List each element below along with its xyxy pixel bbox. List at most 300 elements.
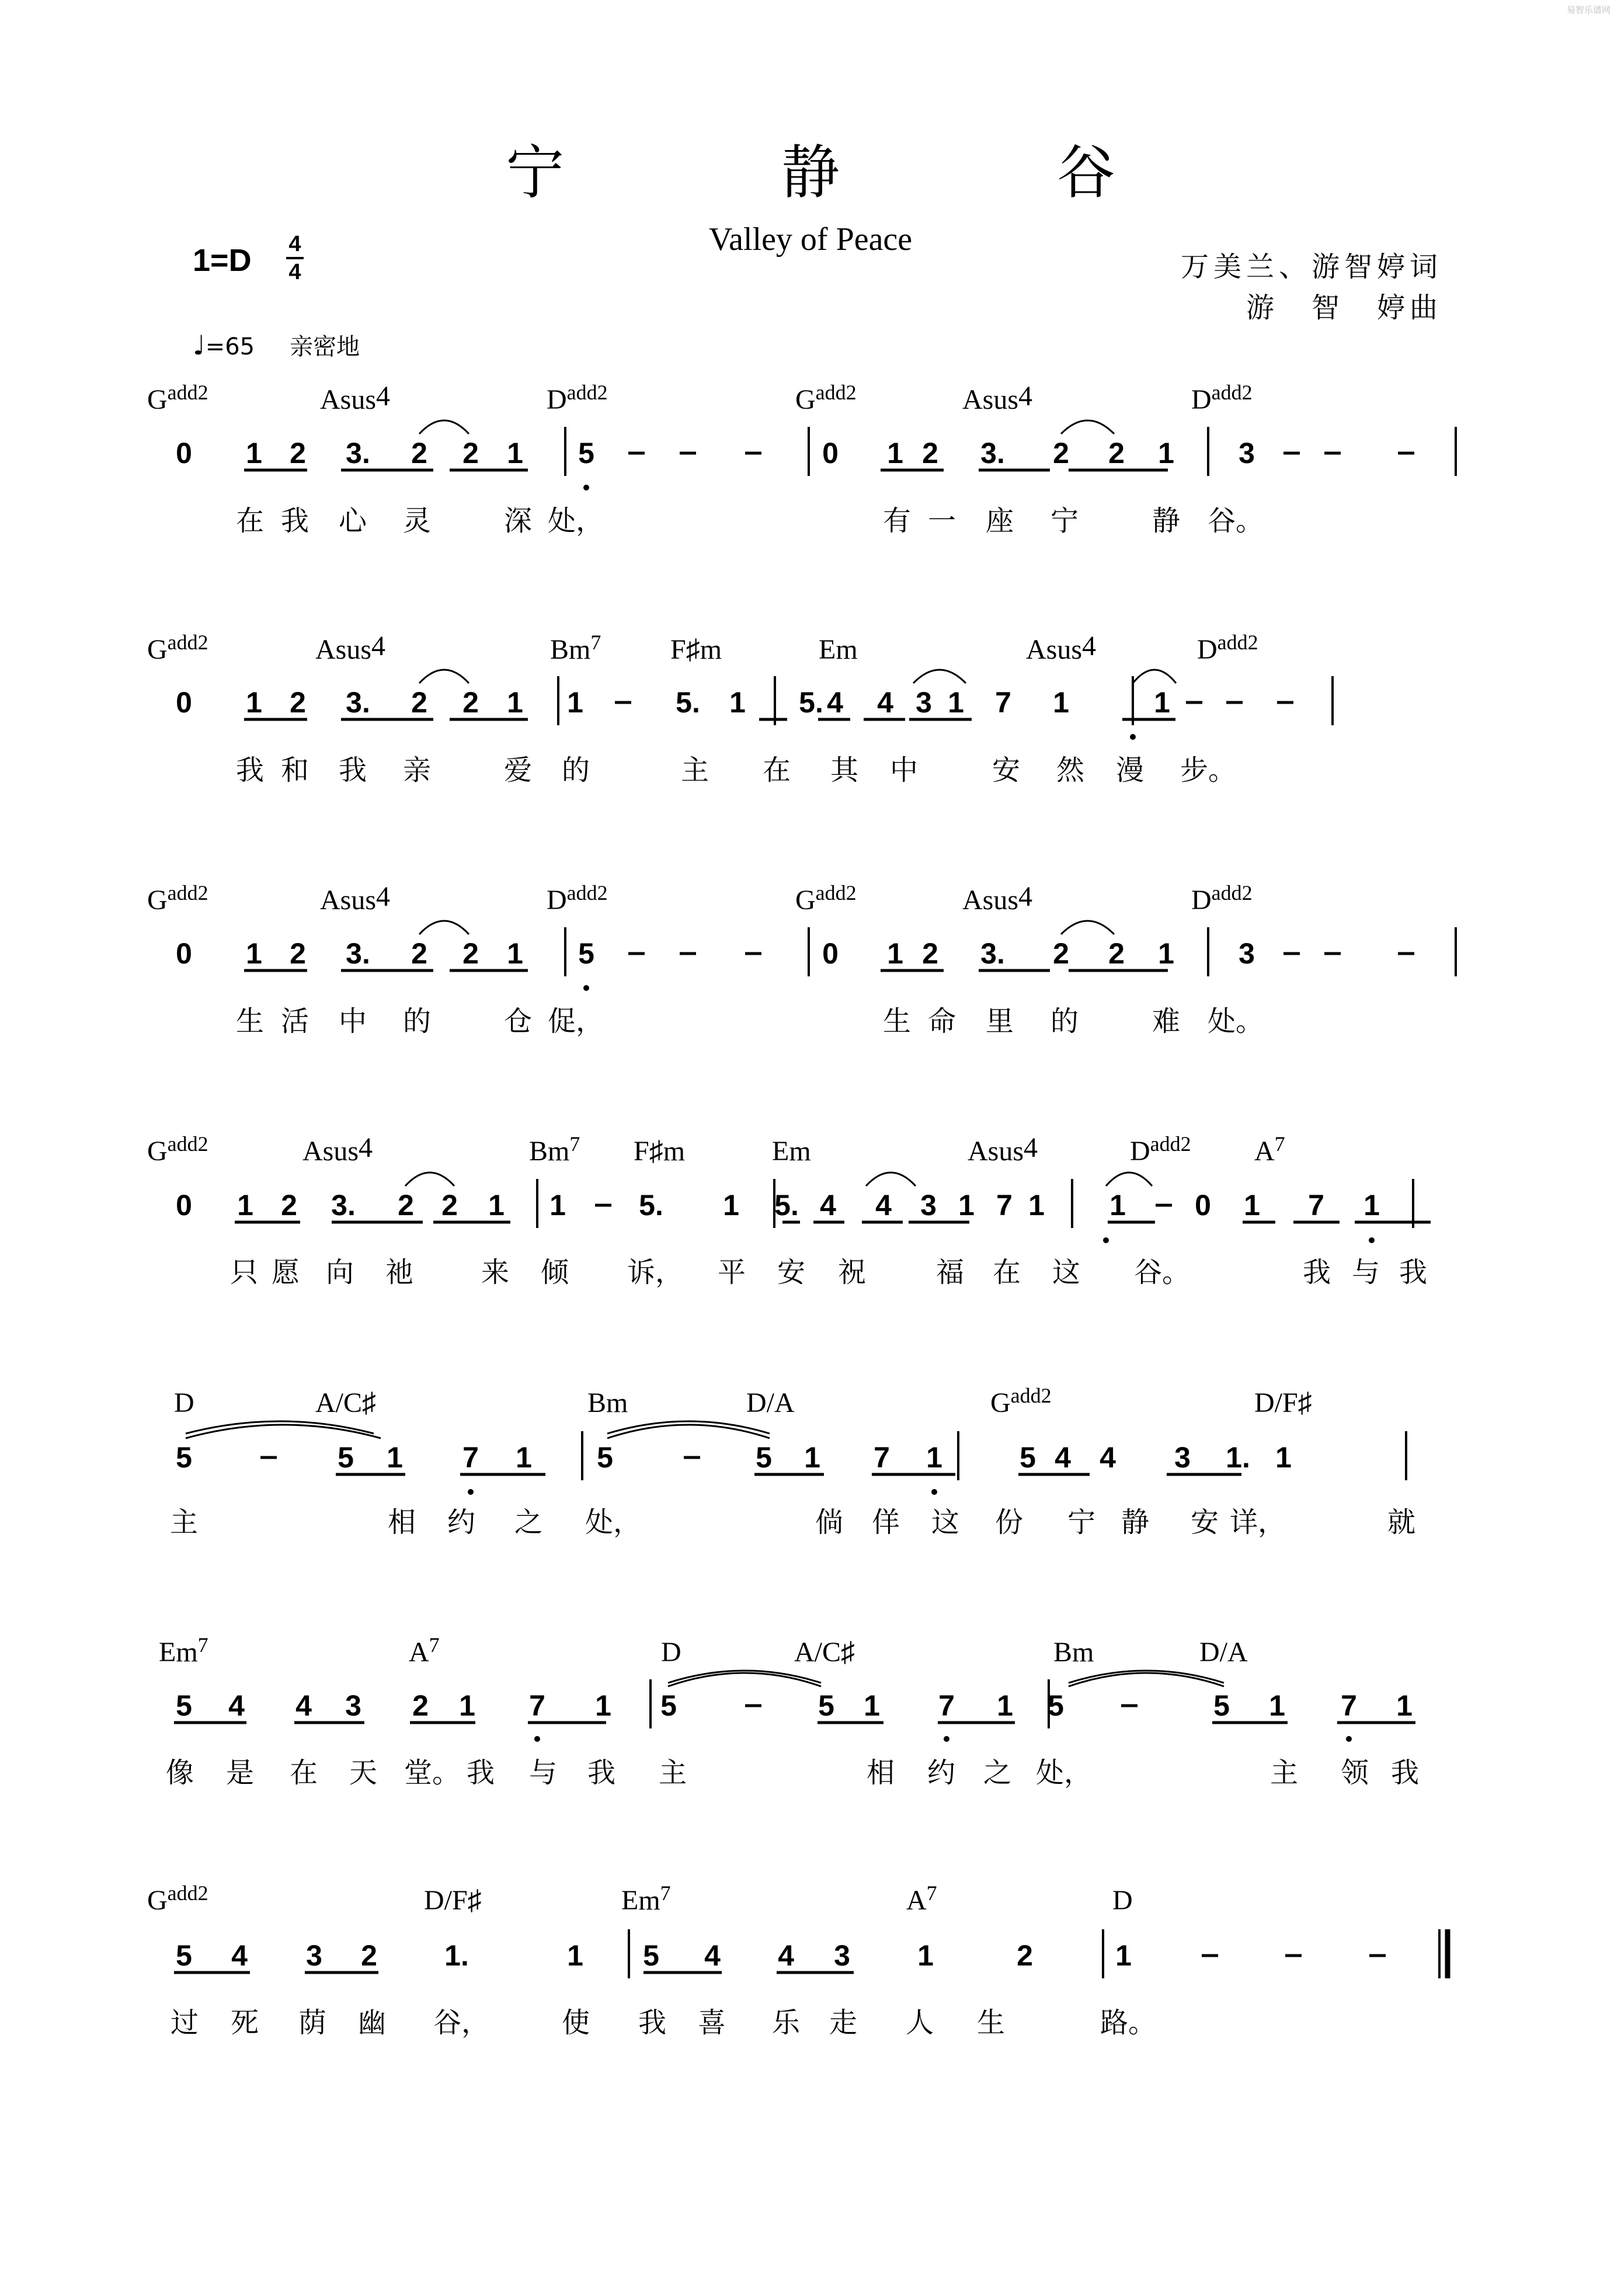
tie-slur [1133, 670, 1176, 683]
lyric-syllable: 祂 [385, 1256, 414, 1289]
note-number: 1 [887, 937, 903, 970]
note-number: 1 [723, 1189, 739, 1222]
note-number: 2 [462, 437, 479, 469]
lyric-syllable: 路。 [1100, 2006, 1157, 2039]
note-number: 1 [567, 686, 583, 719]
lyric-syllable: 座 [985, 505, 1014, 537]
note-number: 3 [920, 1189, 937, 1222]
lyric-syllable: 诉， [627, 1256, 684, 1289]
lyric-syllable: 和 [280, 754, 309, 787]
lyric-syllable: 这 [931, 1506, 960, 1539]
note-number: 3. [980, 437, 1005, 469]
chord-symbol: Em$^7$ [621, 1881, 671, 1916]
note-number: 4 [875, 1189, 892, 1222]
chord-symbol: $G^{add2}$ [795, 381, 857, 415]
chord-symbol: D [174, 1387, 194, 1418]
lyric-syllable: 谷。 [1207, 505, 1264, 537]
lyric-syllable: 乐 [771, 2006, 801, 2039]
chord-symbol: $G^{add2}$ [795, 881, 857, 916]
lyric-syllable: 谷， [433, 2006, 490, 2039]
lyric-syllable: 来 [481, 1256, 510, 1289]
note-number: 7 [938, 1689, 955, 1722]
lyric-syllable: 倘 [815, 1506, 844, 1539]
note-number: 0 [176, 437, 192, 469]
note-number: 1. [444, 1939, 469, 1972]
tie-slur [419, 420, 469, 434]
lyric-syllable: 领 [1340, 1756, 1369, 1789]
note-number: 3. [346, 937, 370, 970]
note-number: 1 [459, 1689, 475, 1722]
lyric-syllable: 中 [338, 1005, 367, 1038]
lyric-syllable: 份 [994, 1506, 1024, 1539]
lyric-syllable: 在 [992, 1256, 1021, 1289]
tie-slur [419, 670, 469, 683]
note-number: 5 [1048, 1689, 1064, 1722]
note-number: 3 [916, 686, 932, 719]
note-number: 2 [1053, 937, 1069, 970]
note-number: 4 [820, 1189, 836, 1222]
note-number: 1 [1154, 686, 1170, 719]
lyric-syllable: 约 [447, 1506, 476, 1539]
note-number: 1 [948, 686, 964, 719]
chord-symbol: A/C♯ [315, 1387, 377, 1418]
tempo-marking [193, 328, 360, 361]
note-number: 1 [917, 1939, 934, 1972]
note-number: 1 [516, 1441, 532, 1474]
song-title: 宁 静 谷 [506, 138, 1215, 207]
note-number: 7 [1308, 1189, 1324, 1222]
chord-symbol: F♯m [634, 1136, 686, 1167]
lyric-syllable: 活 [280, 1005, 309, 1038]
note-number: 4 [231, 1939, 248, 1972]
note-number: 1 [246, 937, 262, 970]
note-number: 3 [1239, 937, 1255, 970]
low-octave-dot [534, 1736, 540, 1742]
low-octave-dot [1130, 734, 1136, 740]
chord-symbol: Asus4 [968, 1132, 1038, 1167]
lyric-syllable: 中 [889, 754, 919, 787]
note-number: 5 [756, 1441, 772, 1474]
note-number: 4 [877, 686, 893, 719]
note-number: 4 [1055, 1441, 1071, 1474]
note-number: 0 [176, 937, 192, 970]
chord-symbol: $G^{add2}$ [147, 381, 208, 415]
expression-marking: 亲密地 [290, 333, 360, 360]
low-octave-dot [944, 1736, 949, 1742]
note-number: 2 [922, 937, 938, 970]
lyric-syllable: 处。 [1207, 1005, 1264, 1038]
note-number: 1 [549, 1189, 566, 1222]
low-octave-dot [468, 1489, 474, 1495]
lyric-syllable: 静 [1121, 1506, 1150, 1539]
chord-symbol: D/A [1199, 1637, 1248, 1668]
note-number: 5 [578, 437, 594, 469]
chord-symbol: A/C♯ [794, 1637, 855, 1668]
staff-system [147, 1881, 1448, 2039]
note-number: 5. [799, 686, 823, 719]
lyric-syllable: 相 [866, 1756, 895, 1789]
note-number: 1 [1028, 1189, 1045, 1222]
staff-system [159, 1633, 1419, 1789]
note-number: 0 [176, 686, 192, 719]
lyric-syllable: 在 [235, 505, 265, 537]
lyric-syllable: 主 [658, 1756, 687, 1789]
tempo-bpm: =65 [205, 333, 255, 360]
lyric-syllable: 天 [349, 1756, 378, 1789]
note-number: 5 [176, 1441, 192, 1474]
note-number: 1 [1275, 1441, 1292, 1474]
low-octave-dot [583, 485, 589, 490]
lyric-syllable: 主 [169, 1506, 199, 1539]
lyric-syllable: 然 [1056, 754, 1085, 787]
lyric-syllable: 命 [927, 1005, 956, 1038]
note-number: 1 [1109, 1189, 1126, 1222]
lyric-syllable: 像 [165, 1756, 194, 1789]
note-number: 1 [926, 1441, 942, 1474]
lyric-syllable: 里 [985, 1005, 1014, 1038]
chord-symbol: Asus4 [315, 631, 386, 665]
note-number: 1 [864, 1689, 880, 1722]
note-number: 3. [980, 937, 1005, 970]
note-number: 1 [804, 1441, 820, 1474]
note-number: 4 [228, 1689, 245, 1722]
lyric-syllable: 幽 [357, 2006, 387, 2039]
note-number: 1 [507, 437, 523, 469]
lyric-syllable: 相 [387, 1506, 416, 1539]
note-number: 3 [1239, 437, 1255, 469]
low-octave-dot [1346, 1736, 1352, 1742]
low-octave-dot [583, 985, 589, 991]
note-number: 3 [345, 1689, 361, 1722]
note-number: 5 [338, 1441, 354, 1474]
note-number: 2 [290, 937, 306, 970]
watermark: 易智乐谱网 [1566, 5, 1610, 15]
lyricist-credit: 万美兰、游智婷词 [1180, 251, 1442, 283]
low-octave-dot [931, 1489, 937, 1495]
chord-symbol: $D^{add2}$ [1130, 1132, 1191, 1167]
chord-symbol: Asus4 [302, 1132, 373, 1167]
lyric-syllable: 漫 [1115, 754, 1145, 787]
chord-symbol: $G^{add2}$ [147, 631, 208, 665]
note-number: 1 [488, 1189, 505, 1222]
note-number: 2 [411, 686, 427, 719]
lyric-syllable: 一 [927, 505, 956, 537]
lyric-syllable: 堂。 [403, 1756, 461, 1789]
note-number: 5 [1020, 1441, 1036, 1474]
note-number: 3. [346, 437, 370, 469]
lyric-syllable: 处， [585, 1506, 642, 1539]
lyric-syllable: 谷。 [1133, 1256, 1191, 1289]
note-number: 1 [237, 1189, 253, 1222]
note-number: 3 [834, 1939, 850, 1972]
lyric-syllable: 我 [466, 1756, 495, 1789]
chord-symbol: Asus4 [962, 881, 1033, 916]
chord-symbol: Em [819, 634, 858, 665]
chord-symbol: D/F♯ [424, 1885, 482, 1916]
lyric-syllable: 的 [1050, 1005, 1079, 1038]
note-number: 5 [660, 1689, 677, 1722]
note-number: 2 [412, 1689, 429, 1722]
chord-symbol: Em [772, 1136, 811, 1167]
note-number: 7 [996, 1189, 1013, 1222]
lyric-syllable: 人 [905, 2006, 934, 2039]
staff-system [170, 1384, 1415, 1539]
lyric-syllable: 我 [280, 505, 309, 537]
lyric-syllable: 在 [762, 754, 791, 787]
note-number: 2 [398, 1189, 414, 1222]
quarter-note-icon: ♩ [193, 329, 206, 361]
lyric-syllable: 福 [935, 1256, 965, 1289]
lyric-syllable: 灵 [402, 505, 432, 537]
lyric-syllable: 生 [976, 2006, 1006, 2039]
lyric-syllable: 静 [1152, 505, 1181, 537]
chord-symbol: $A^7$ [906, 1881, 937, 1916]
note-number: 1 [958, 1189, 975, 1222]
lyric-syllable: 这 [1052, 1256, 1081, 1289]
chord-symbol: Asus4 [320, 881, 391, 916]
chord-symbol: $G^{add2}$ [147, 881, 208, 916]
time-signature-bottom: 4 [288, 260, 301, 284]
tie-slur [668, 1673, 821, 1686]
lyric-syllable: 步。 [1180, 754, 1237, 787]
note-number: 1 [1269, 1689, 1285, 1722]
note-number: 5 [597, 1441, 613, 1474]
note-number: 2 [1108, 437, 1125, 469]
note-number: 4 [827, 686, 843, 719]
lyric-syllable: 死 [230, 2006, 259, 2039]
note-number: 4 [778, 1939, 794, 1972]
lyric-syllable: 我 [1302, 1256, 1331, 1289]
lyric-syllable: 安 [1190, 1506, 1219, 1539]
note-number: 1 [1363, 1189, 1380, 1222]
tie-slur [913, 670, 966, 683]
note-number: 4 [1100, 1441, 1116, 1474]
lyric-syllable: 向 [325, 1256, 354, 1289]
lyric-syllable: 我 [1399, 1256, 1428, 1289]
note-number: 7 [874, 1441, 890, 1474]
tie-slur [1061, 921, 1114, 934]
chord-symbol: $A^7$ [409, 1633, 440, 1668]
note-number: 2 [462, 937, 479, 970]
lyric-syllable: 仓 [503, 1005, 533, 1038]
lyric-syllable: 荫 [298, 2006, 327, 2039]
note-number: 1 [1158, 437, 1174, 469]
note-number: 2 [1053, 437, 1069, 469]
chord-symbol: $D^{add2}$ [547, 381, 608, 415]
low-octave-dot [1103, 1237, 1109, 1243]
note-number: 0 [822, 937, 839, 970]
staff-system [147, 881, 1456, 1038]
chord-symbol: Asus4 [1026, 631, 1097, 665]
lyric-syllable: 与 [528, 1756, 558, 1789]
chord-symbol: Bm$^7$ [550, 631, 601, 665]
lyric-syllable: 我 [338, 754, 367, 787]
note-number: 1 [567, 1939, 583, 1972]
lyric-syllable: 有 [882, 505, 912, 537]
lyric-syllable: 宁 [1050, 505, 1079, 537]
note-number: 1. [1226, 1441, 1250, 1474]
note-number: 1 [507, 937, 523, 970]
note-number: 0 [176, 1189, 192, 1222]
lyric-syllable: 生 [882, 1005, 912, 1038]
note-number: 2 [411, 437, 427, 469]
tie-slur [1061, 420, 1114, 434]
note-number: 7 [529, 1689, 545, 1722]
note-number: 5 [643, 1939, 659, 1972]
chord-symbol: Bm$^7$ [529, 1132, 580, 1167]
note-number: 5. [774, 1189, 799, 1222]
lyric-syllable: 详， [1229, 1506, 1286, 1539]
tie-slur [866, 1173, 916, 1186]
note-number: 1 [729, 686, 746, 719]
note-number: 5 [176, 1939, 192, 1972]
lyric-syllable: 只 [229, 1256, 259, 1289]
note-number: 2 [1017, 1939, 1033, 1972]
lyric-syllable: 就 [1387, 1506, 1416, 1539]
note-number: 1 [246, 686, 262, 719]
lyric-syllable: 喜 [697, 2006, 726, 2039]
chord-symbol: $G^{add2}$ [147, 1881, 208, 1916]
lyric-syllable: 祝 [837, 1256, 867, 1289]
note-number: 5 [176, 1689, 192, 1722]
lyric-syllable: 难 [1152, 1005, 1181, 1038]
staff-system [147, 381, 1456, 537]
lyric-syllable: 宁 [1067, 1506, 1096, 1539]
note-number: 5 [818, 1689, 834, 1722]
chord-symbol: Asus4 [962, 381, 1033, 415]
staff-system [147, 631, 1333, 787]
tie-slur [1069, 1673, 1224, 1686]
note-number: 5. [639, 1189, 663, 1222]
note-number: 0 [1195, 1189, 1211, 1222]
staff-system [147, 1132, 1431, 1289]
chord-symbol: D/F♯ [1254, 1387, 1312, 1418]
note-number: 1 [1115, 1939, 1132, 1972]
chord-symbol: D [1112, 1885, 1133, 1916]
lyric-syllable: 之 [514, 1506, 543, 1539]
key-signature: 1=D [193, 243, 252, 278]
note-number: 1 [595, 1689, 611, 1722]
note-number: 2 [462, 686, 479, 719]
note-number: 5 [578, 937, 594, 970]
chord-symbol: $A^7$ [1254, 1132, 1285, 1167]
lyric-syllable: 主 [1269, 1756, 1299, 1789]
note-number: 3 [306, 1939, 322, 1972]
lyric-syllable: 安 [992, 754, 1021, 787]
tie-slur [1106, 1173, 1152, 1186]
lyric-syllable: 爱 [503, 754, 533, 787]
lyric-syllable: 安 [777, 1256, 806, 1289]
note-number: 3. [331, 1189, 356, 1222]
note-number: 2 [361, 1939, 377, 1972]
note-number: 7 [462, 1441, 479, 1474]
lyric-syllable: 心 [338, 505, 367, 537]
lyric-syllable: 处， [547, 505, 604, 537]
lyric-syllable: 深 [503, 505, 533, 537]
note-number: 2 [1108, 937, 1125, 970]
lyric-syllable: 之 [983, 1756, 1012, 1789]
lyric-syllable: 在 [289, 1756, 318, 1789]
note-number: 1 [246, 437, 262, 469]
chord-symbol: D/A [746, 1387, 795, 1418]
note-number: 1 [1053, 686, 1069, 719]
note-number: 1 [1396, 1689, 1413, 1722]
note-number: 4 [704, 1939, 721, 1972]
chord-symbol: $G^{add2}$ [990, 1384, 1052, 1418]
note-number: 2 [411, 937, 427, 970]
note-number: 4 [295, 1689, 312, 1722]
chord-symbol: Bm [587, 1387, 628, 1418]
note-number: 1 [997, 1689, 1013, 1722]
note-number: 1 [1158, 937, 1174, 970]
lyric-syllable: 的 [561, 754, 590, 787]
composer-credit: 游 智 婷曲 [1246, 291, 1442, 324]
note-number: 1 [887, 437, 903, 469]
lyric-syllable: 我 [1390, 1756, 1420, 1789]
lyric-syllable: 我 [587, 1756, 616, 1789]
lyric-syllable: 其 [830, 754, 859, 787]
chord-symbol: $D^{add2}$ [1191, 881, 1253, 916]
chord-symbol: D [661, 1637, 681, 1668]
lyric-syllable: 生 [235, 1005, 265, 1038]
tie-slur [405, 1173, 454, 1186]
note-number: 2 [290, 686, 306, 719]
lyric-syllable: 我 [235, 754, 265, 787]
chord-symbol: Asus4 [320, 381, 391, 415]
chord-symbol: $D^{add2}$ [1197, 631, 1258, 665]
chord-symbol: $G^{add2}$ [147, 1132, 208, 1167]
low-octave-dot [1369, 1237, 1375, 1243]
note-number: 2 [922, 437, 938, 469]
lyric-syllable: 平 [717, 1256, 746, 1289]
note-number: 1 [1244, 1189, 1260, 1222]
note-number: 3. [346, 686, 370, 719]
tie-slur [419, 921, 469, 934]
lyric-syllable: 倾 [540, 1256, 569, 1289]
note-number: 2 [290, 437, 306, 469]
chord-symbol: $D^{add2}$ [1191, 381, 1253, 415]
lyric-syllable: 处， [1035, 1756, 1093, 1789]
note-number: 1 [387, 1441, 403, 1474]
chord-symbol: Bm [1053, 1637, 1094, 1668]
note-number: 5. [676, 686, 700, 719]
lyric-syllable: 是 [225, 1756, 255, 1789]
chord-symbol: Em$^7$ [159, 1633, 208, 1668]
lyric-syllable: 佯 [871, 1506, 900, 1539]
chord-symbol: $D^{add2}$ [547, 881, 608, 916]
note-number: 7 [1341, 1689, 1357, 1722]
time-signature [286, 232, 304, 284]
note-number: 3 [1174, 1441, 1191, 1474]
lyric-syllable: 过 [170, 2006, 199, 2039]
lyric-syllable: 约 [927, 1756, 956, 1789]
lyric-syllable: 促， [547, 1005, 604, 1038]
lyric-syllable: 的 [402, 1005, 432, 1038]
note-number: 2 [281, 1189, 297, 1222]
chord-symbol: F♯m [670, 634, 722, 665]
lyric-syllable: 亲 [402, 754, 432, 787]
lyric-syllable: 使 [561, 2006, 590, 2039]
lyric-syllable: 走 [829, 2006, 858, 2039]
lyric-syllable: 我 [638, 2006, 667, 2039]
lyric-syllable: 愿 [271, 1256, 300, 1289]
time-signature-top: 4 [288, 232, 301, 256]
lyric-syllable: 与 [1351, 1256, 1380, 1289]
lyric-syllable: 主 [680, 754, 709, 787]
note-number: 5 [1213, 1689, 1230, 1722]
note-number: 2 [441, 1189, 458, 1222]
note-number: 7 [995, 686, 1011, 719]
